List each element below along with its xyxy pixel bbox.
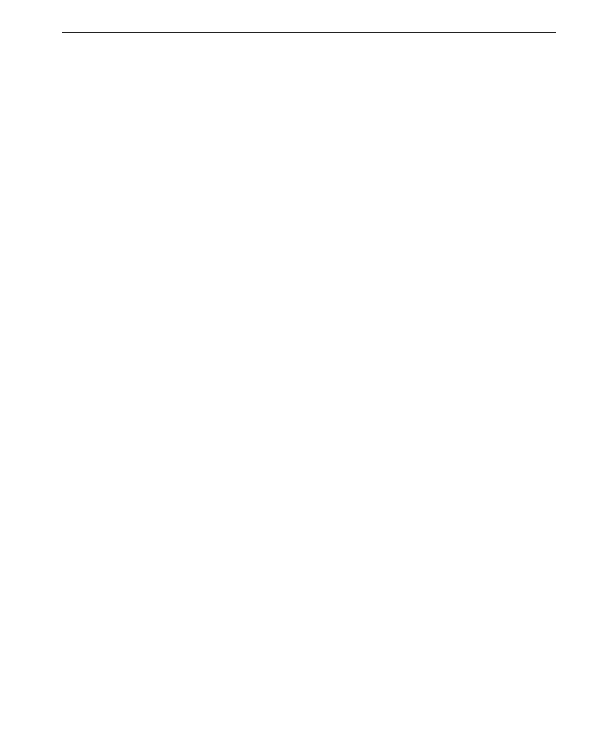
energy-system-figure <box>60 558 540 716</box>
header-rule <box>62 32 556 33</box>
